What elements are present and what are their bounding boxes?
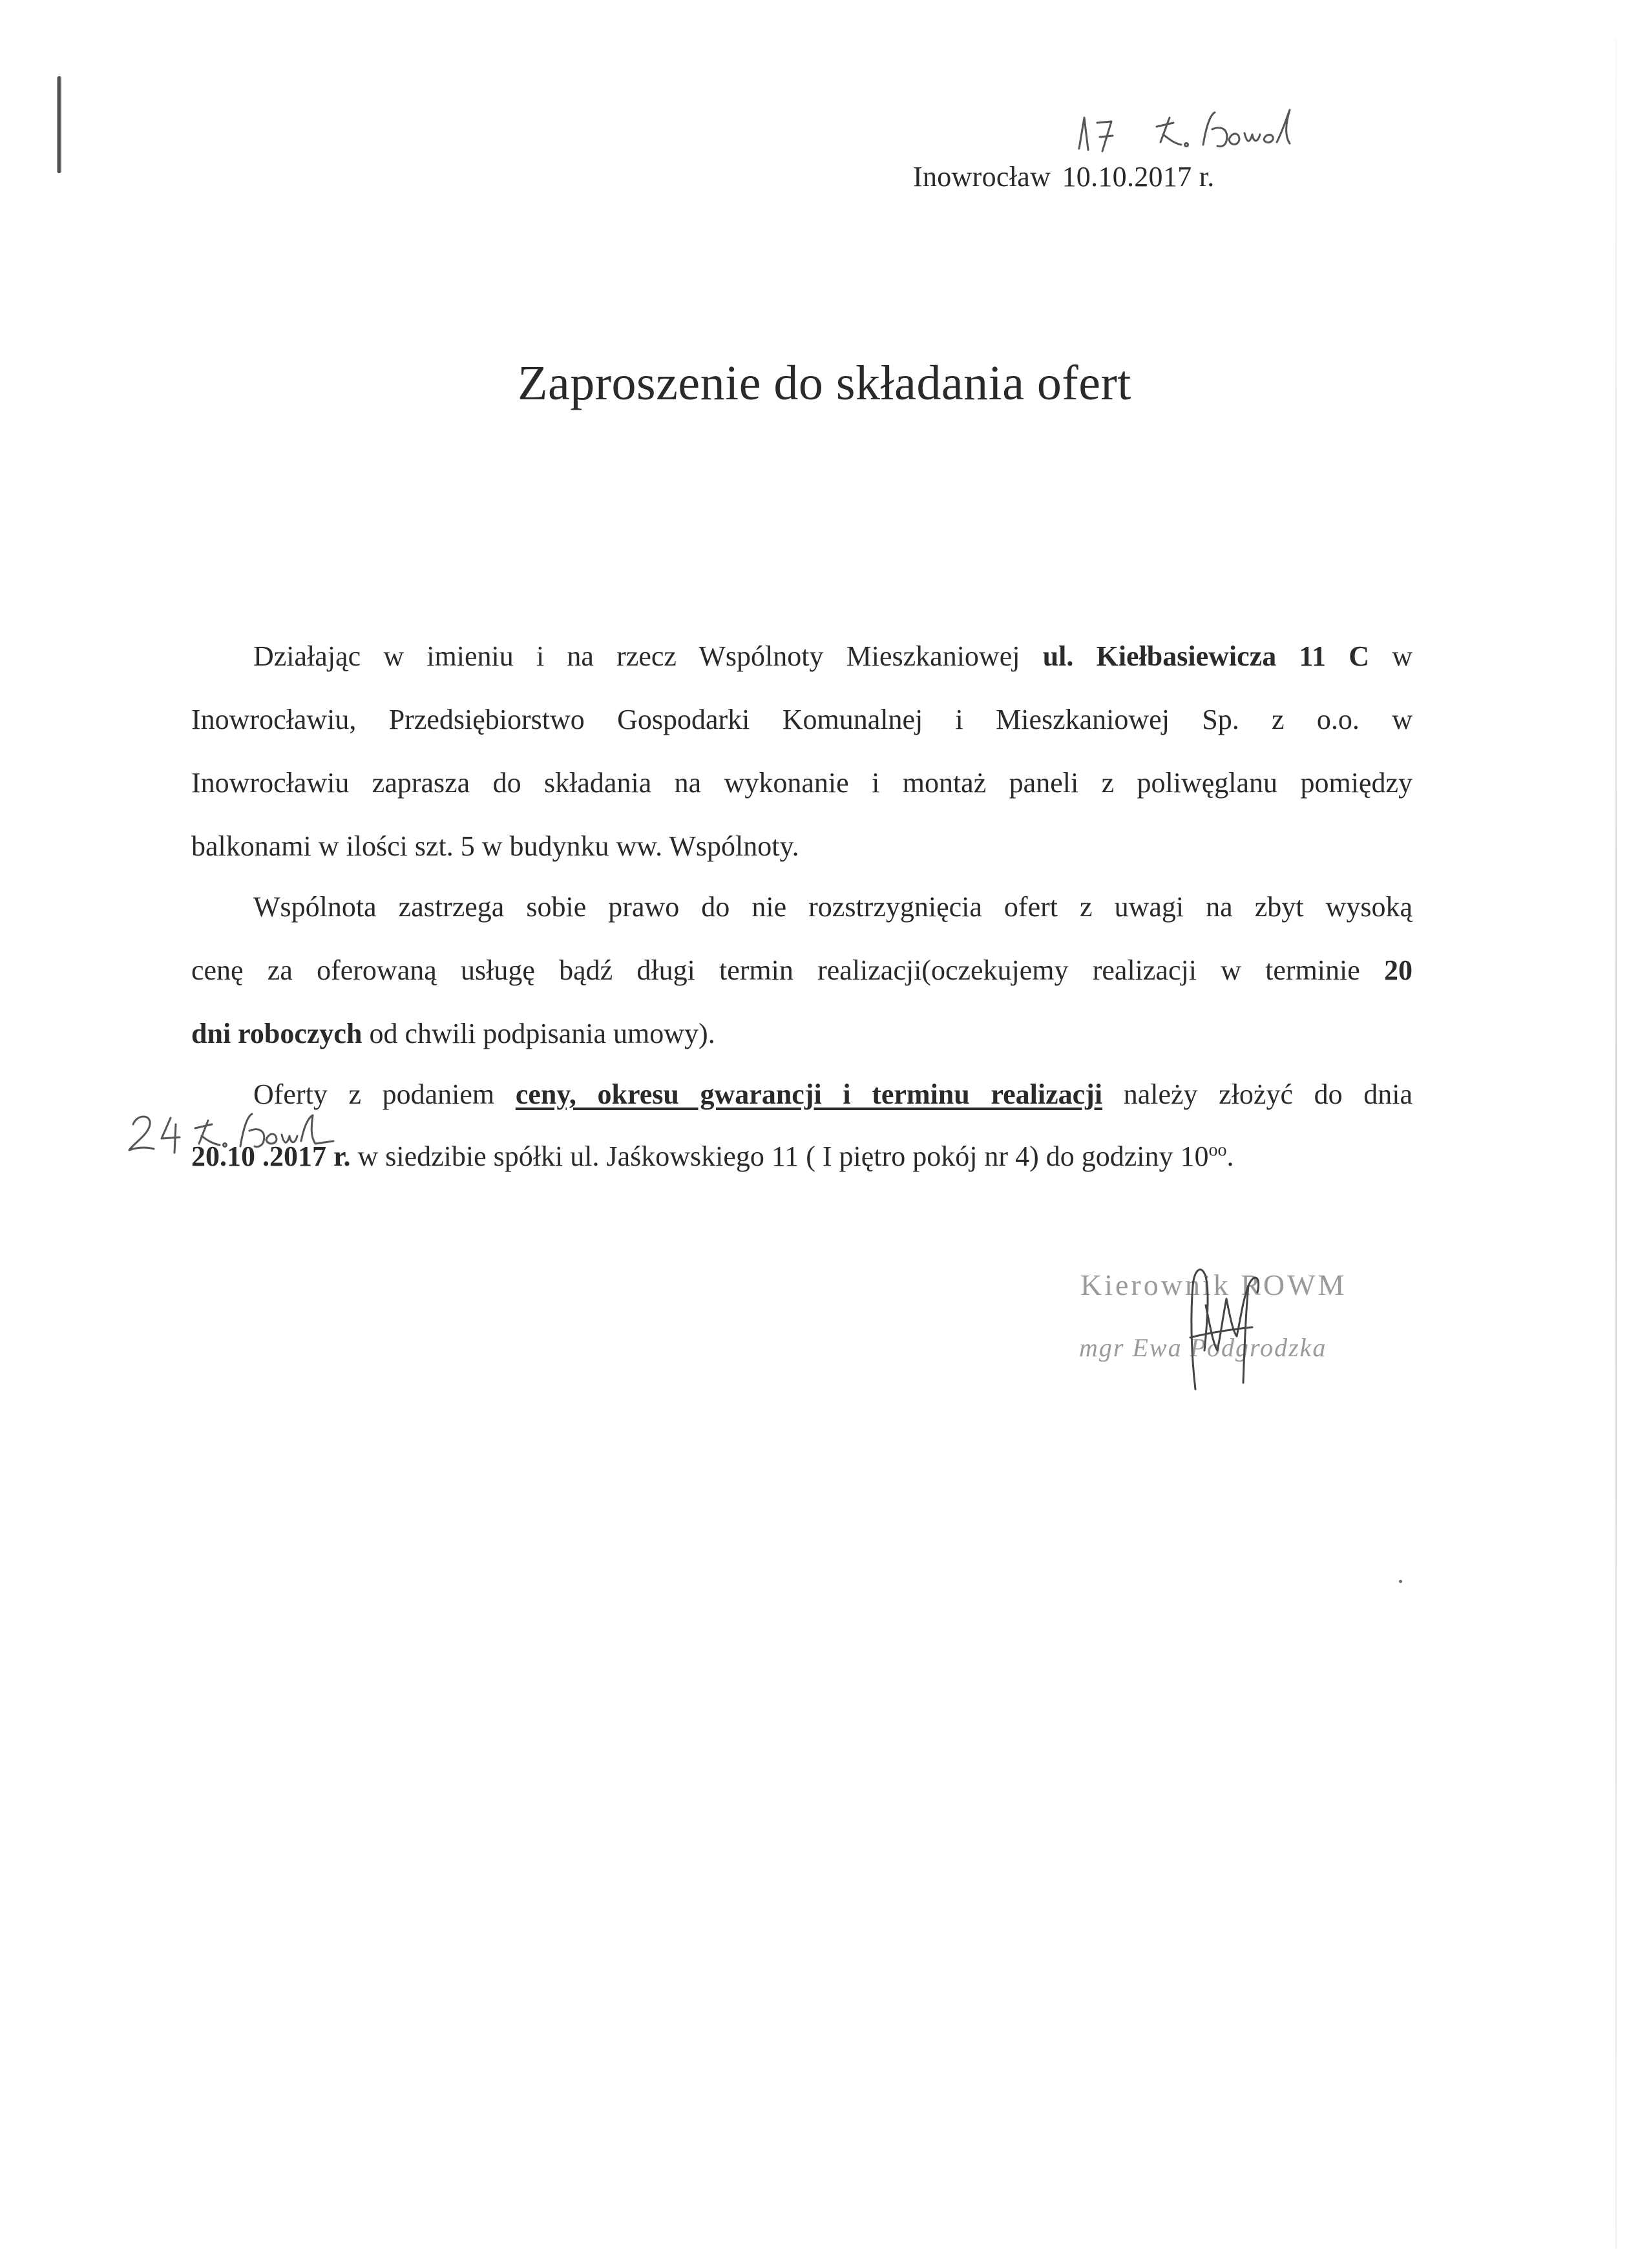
paragraph-1-line-1	[191, 640, 1413, 678]
paragraph-2-line-2	[191, 954, 1413, 992]
date-day-corrected: 10	[1062, 161, 1091, 193]
signature-icon	[1079, 1260, 1389, 1396]
place-name: Inowrocław	[913, 161, 1051, 193]
text-segment: cenę za oferowaną usługę bądź długi termin realizacji(oczekujemy realizacji w terminie	[191, 954, 1384, 986]
document-title: Zaproszenie do składania ofert	[518, 356, 1131, 410]
address-bold: ul. Kiełbasiewicza 11 C	[1042, 640, 1369, 672]
scan-edge-left	[57, 76, 61, 173]
handwritten-note-margin	[120, 1098, 353, 1163]
paragraph-2-line-3	[191, 1017, 1413, 1056]
text-segment: Oferty z podaniem	[253, 1078, 516, 1110]
paragraph-3-line-2	[191, 1140, 1413, 1179]
paragraph-3-line-1	[191, 1078, 1413, 1117]
text-segment: w	[1392, 640, 1413, 672]
deadline-date-bold: 20.10 .2017 r.	[191, 1140, 351, 1172]
text-segment: w siedzibie spółki ul. Jaśkowskiego 11 ( I piętro pokój nr 4) do godziny 10	[350, 1140, 1209, 1172]
handwritten-note-top	[1060, 103, 1305, 162]
official-stamp	[1079, 1260, 1389, 1396]
paragraph-1-line-4: balkonami w ilości szt. 5 w budynku ww. Wspólnoty.	[191, 830, 799, 862]
date-line	[913, 160, 1215, 193]
scan-dot	[1399, 1580, 1402, 1583]
paragraph-1-line-3: Inowrocławiu zaprasza do składania na wykonanie i montaż paneli z poliwęglanu pomiędzy	[191, 767, 1413, 799]
stamp-line-2: mgr Ewa Podgrodzka	[1079, 1333, 1327, 1362]
text-segment: od chwili podpisania umowy).	[362, 1018, 715, 1049]
working-days-bold: dni roboczych	[191, 1018, 362, 1049]
text-segment: .	[1226, 1140, 1234, 1172]
required-items-underlined: ceny, okresu gwarancji i terminu realizacji	[515, 1078, 1103, 1110]
text-segment: Działając w imieniu i na rzecz Wspólnoty Mieszkaniowej	[253, 640, 1043, 672]
date-rest: .10.2017 r.	[1091, 161, 1215, 193]
paragraph-1-line-2: Inowrocławiu, Przedsiębiorstwo Gospodarki Komunalnej i Mieszkaniowej Sp. z o.o. w	[191, 704, 1413, 735]
stamp-line-1: Kierownik ROWM	[1080, 1268, 1347, 1301]
hour-superscript: oo	[1208, 1140, 1227, 1160]
days-number-bold: 20	[1384, 954, 1413, 986]
paragraph-2-line-1: Wspólnota zastrzega sobie prawo do nie rozstrzygnięcia ofert z uwagi na zbyt wysoką	[253, 891, 1413, 923]
text-segment: należy złożyć do dnia	[1123, 1078, 1413, 1110]
